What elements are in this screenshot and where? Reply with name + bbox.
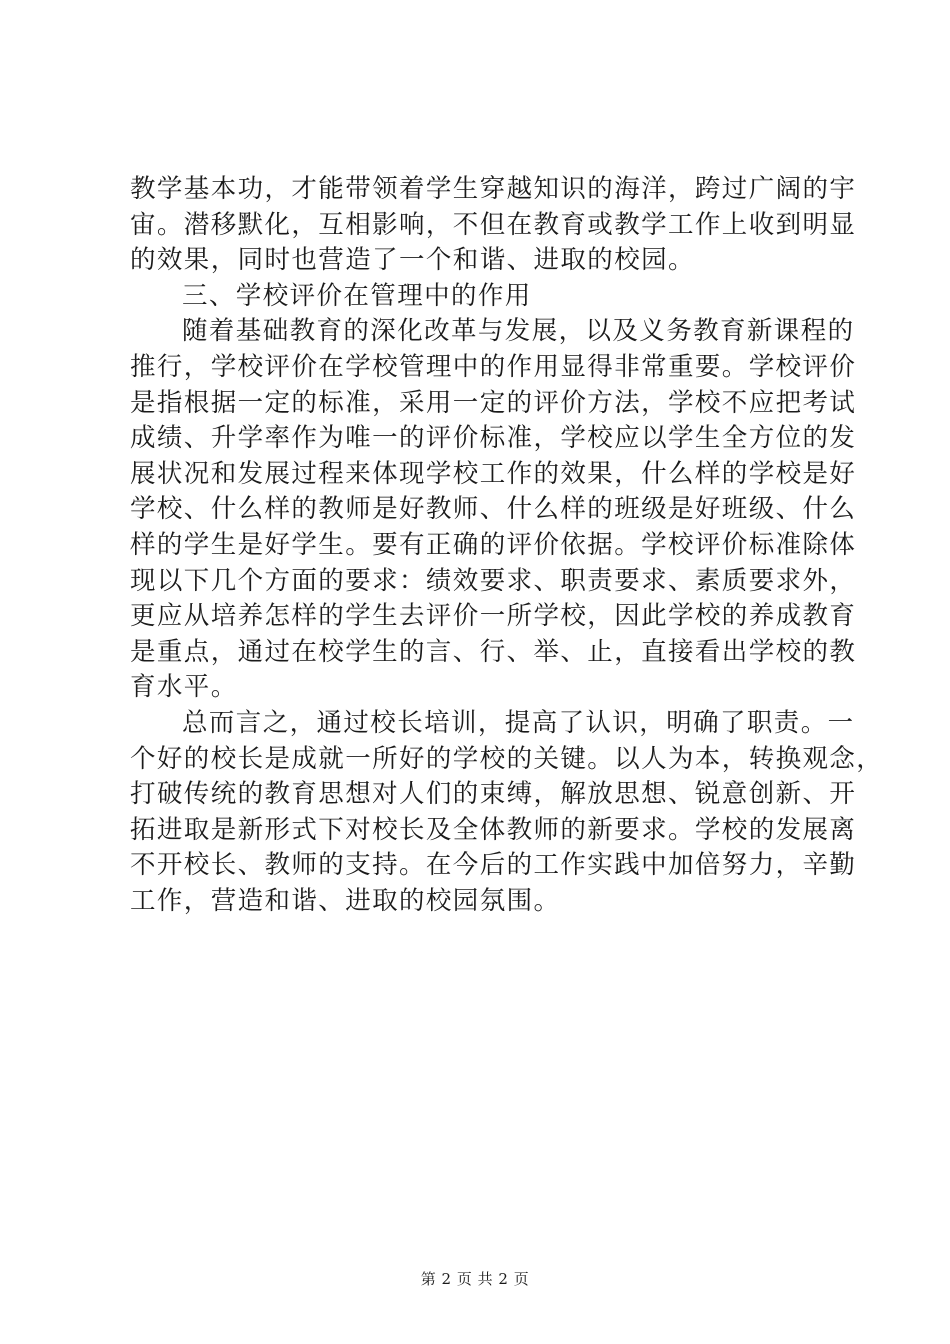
page-number-footer: 第 2 页 共 2 页 (420, 1270, 530, 1288)
document-body (130, 172, 884, 919)
section-heading: 三、学校评价在管理中的作用 (182, 280, 532, 311)
body-line: 更应从培养怎样的学生去评价一所学校，因此学校的养成教育 (130, 601, 857, 632)
body-line: 是重点，通过在校学生的言、行、举、止，直接看出学校的教 (130, 636, 857, 667)
body-line: 随着基础教育的深化改革与发展，以及义务教育新课程的 (182, 316, 855, 347)
body-line: 样的学生是好学生。要有正确的评价依据。学校评价标准除体 (130, 529, 857, 560)
body-line: 不开校长、教师的支持。在今后的工作实践中加倍努力，辛勤 (130, 850, 857, 881)
body-line: 现以下几个方面的要求：绩效要求、职责要求、素质要求外， (130, 565, 857, 596)
body-line: 展状况和发展过程来体现学校工作的效果，什么样的学校是好 (130, 458, 857, 489)
body-line: 成绩、升学率作为唯一的评价标准，学校应以学生全方位的发 (130, 423, 857, 454)
body-line: 推行，学校评价在学校管理中的作用显得非常重要。学校评价 (130, 351, 857, 382)
body-line: 的效果，同时也营造了一个和谐、进取的校园。 (130, 245, 695, 276)
body-line: 宙。潜移默化，互相影响，不但在教育或教学工作上收到明显 (130, 209, 857, 240)
body-line: 工作，营造和谐、进取的校园氛围。 (130, 885, 561, 916)
body-line: 拓进取是新形式下对校长及全体教师的新要求。学校的发展离 (130, 814, 857, 845)
body-line: 学校、什么样的教师是好教师、什么样的班级是好班级、什么 (130, 494, 857, 525)
body-line: 育水平。 (130, 672, 238, 703)
body-line: 个好的校长是成就一所好的学校的关键。以人为本，转换观念， (130, 743, 884, 774)
body-line: 是指根据一定的标准，采用一定的评价方法，学校不应把考试 (130, 387, 857, 418)
body-line: 总而言之，通过校长培训，提高了认识，明确了职责。一 (182, 707, 855, 738)
body-line: 教学基本功，才能带领着学生穿越知识的海洋，跨过广阔的宇 (130, 174, 857, 204)
body-line: 打破传统的教育思想对人们的束缚，解放思想、锐意创新、开 (130, 779, 857, 810)
